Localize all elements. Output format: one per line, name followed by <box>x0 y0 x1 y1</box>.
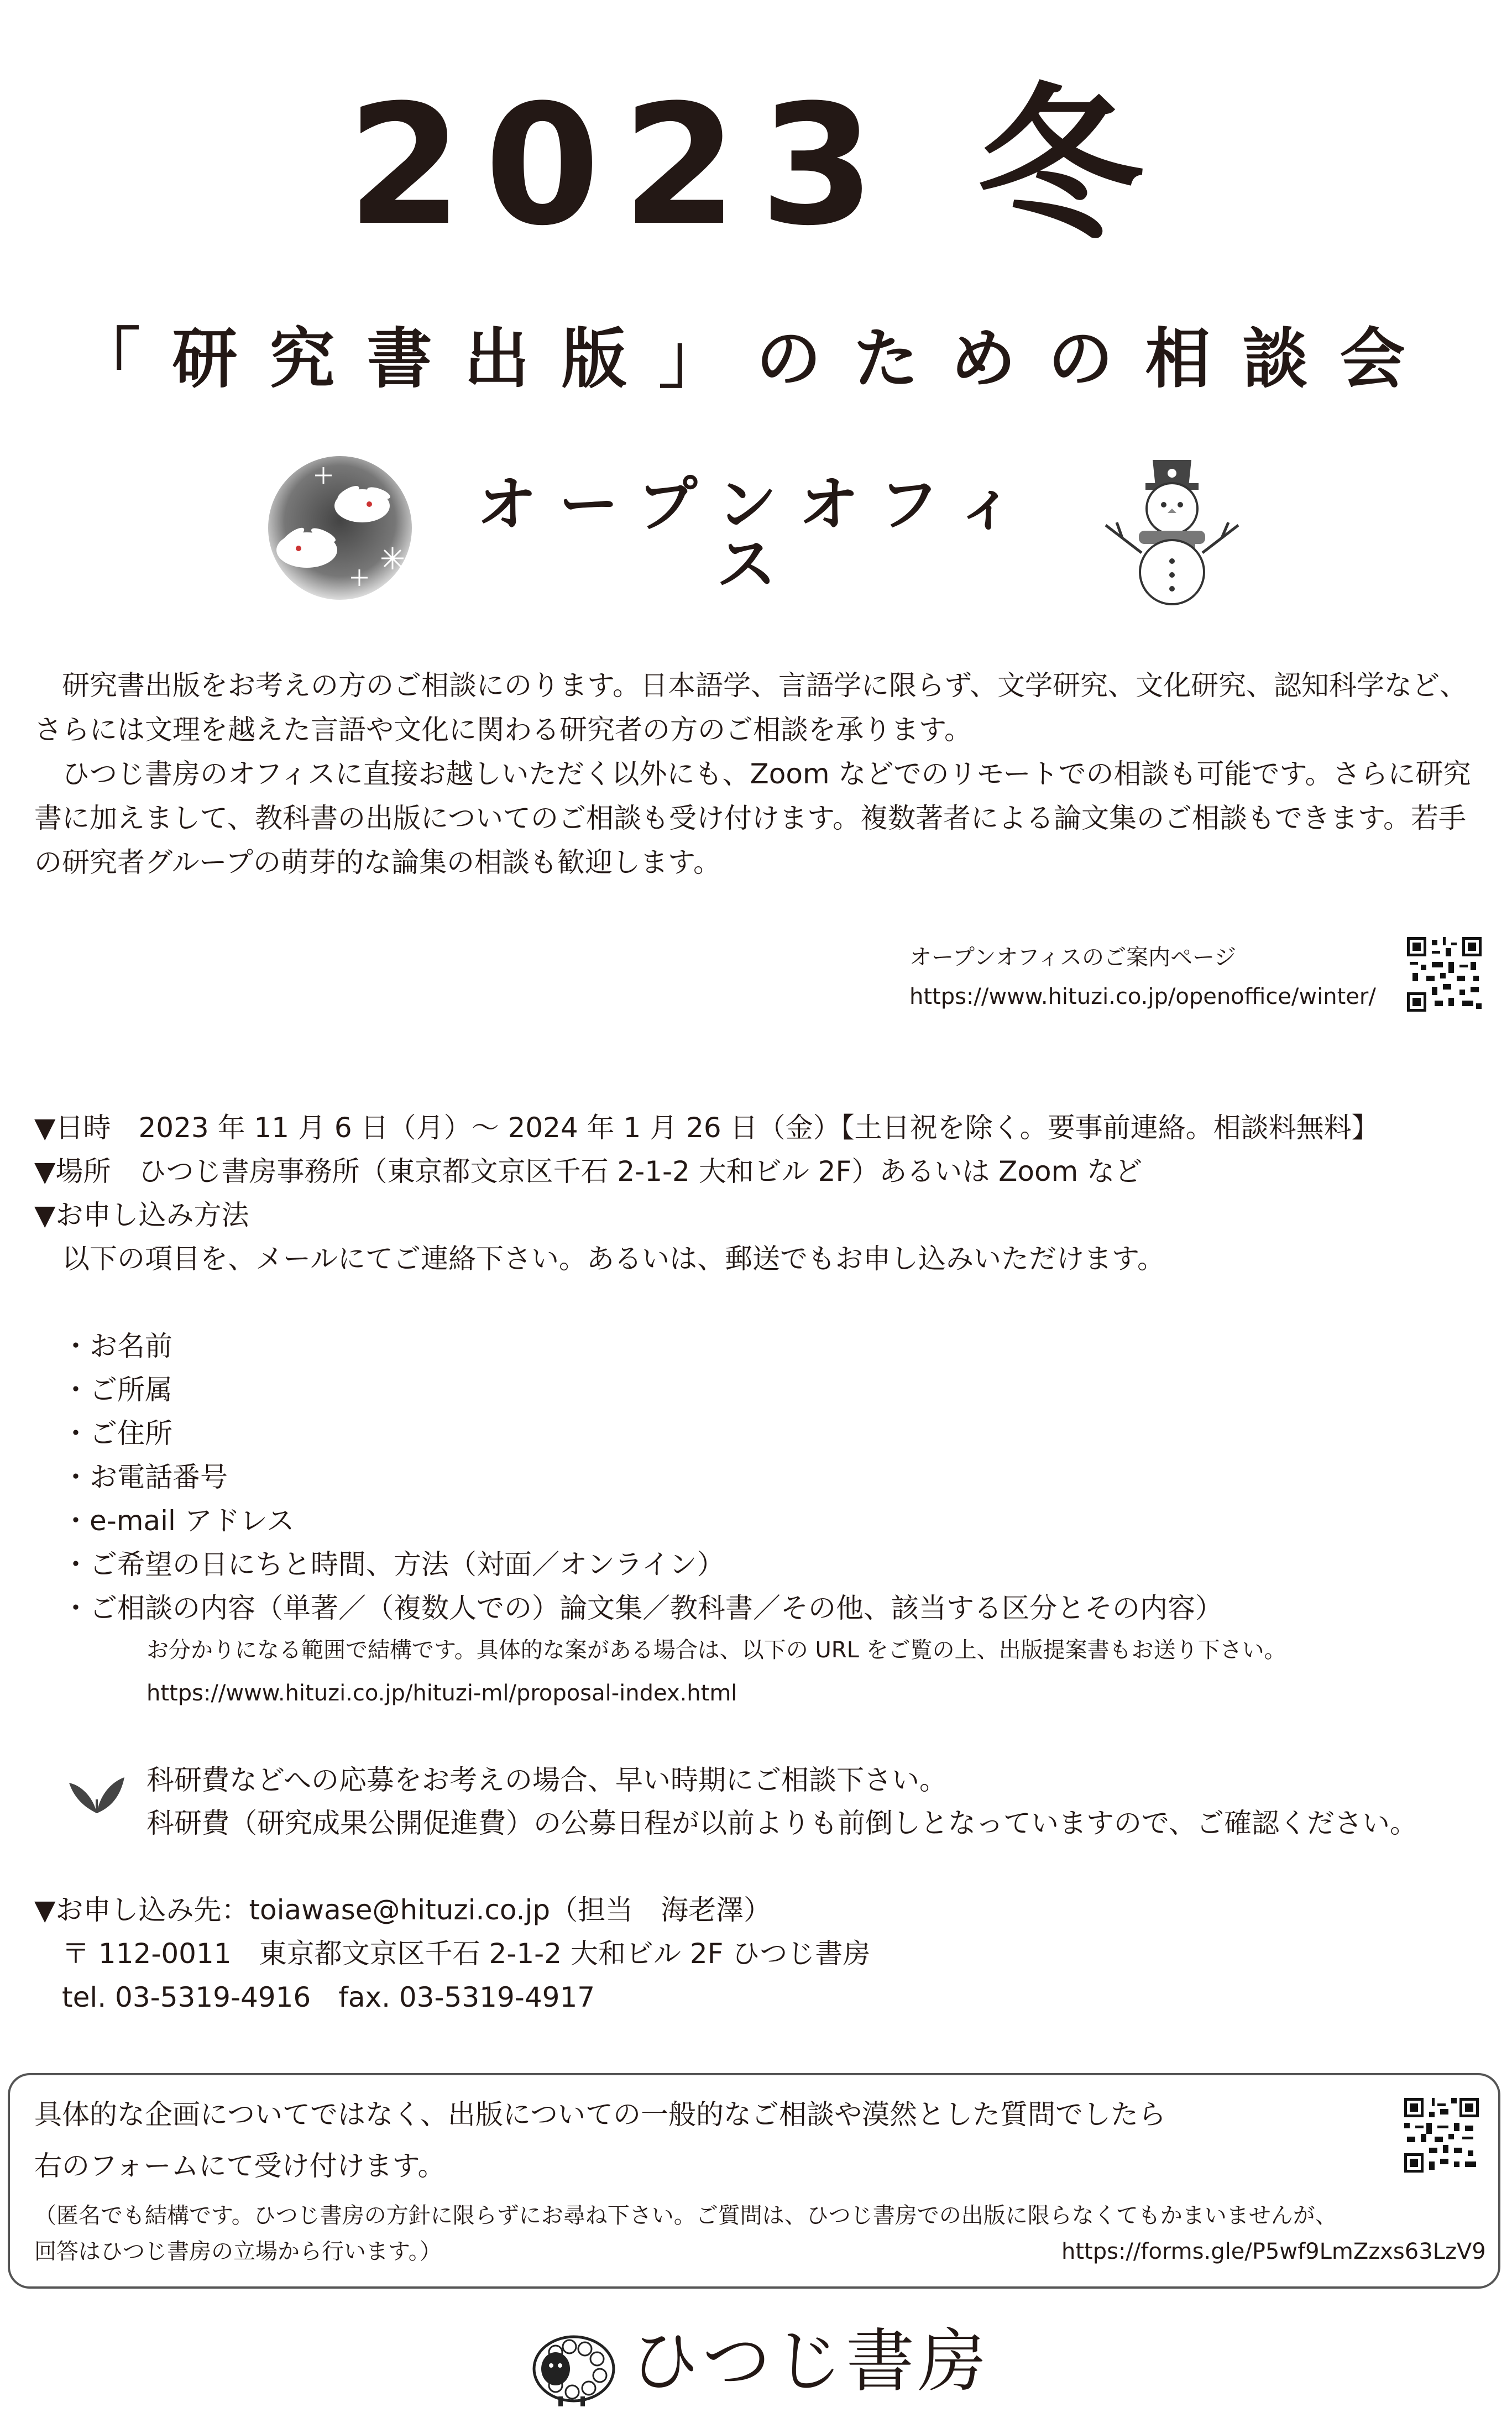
guide-url-link[interactable]: https://www.hituzi.co.jp/openoffice/winter/ <box>909 984 1376 1009</box>
intro-paragraph-2: ひつじ書房のオフィスに直接お越しいただく以外にも、Zoom などでのリモートでの相談も可能です。さらに研究書に加えまして、教科書の出版についてのご相談も受け付けます。複数著者による論文集のご相談もできます。若手の研究者グループの萌芽的な論集の相談も歓迎します。 <box>34 758 1471 878</box>
proposal-url-link[interactable]: https://www.hituzi.co.jp/hituzi-ml/proposal-index.html <box>147 1681 737 1706</box>
date-line: ▼日時 2023 年 11 月 6 日（月）～ 2024 年 1 月 26 日（金）【土日祝を除く。要事前連絡。相談料無料】 <box>34 1112 1379 1144</box>
rabbits-snow-icon <box>265 453 415 603</box>
method-text: 以下の項目を、メールにてご連絡下さい。あるいは、郵送でもお申し込みいただけます。 <box>34 1243 1165 1275</box>
list-item: ・お電話番号 <box>62 1461 228 1493</box>
guide-label: オープンオフィスのご案内ページ <box>909 945 1237 970</box>
form-note-1: （匿名でも結構です。ひつじ書房の方針に限らずにお尋ね下さい。ご質問は、ひつじ書房での出版に限らなくてもかまいませんが、 <box>34 2203 1337 2228</box>
publisher-name: ひつじ書房 <box>630 2322 990 2401</box>
leaf-icon <box>66 1766 127 1816</box>
kakenhi-line-2: 科研費（研究成果公開促進費）の公募日程が以前よりも前倒しとなっていますので、ご確認ください。 <box>147 1807 1417 1839</box>
contact-phone: tel. 03-5319-4916 fax. 03-5319-4917 <box>34 1981 595 2013</box>
form-text-1: 具体的な企画についてではなく、出版についての一般的なご相談や漠然とした質問でしたら <box>34 2098 1166 2131</box>
form-note-2: 回答はひつじ書房の立場から行います。） <box>34 2239 442 2264</box>
intro-paragraph-1: 研究書出版をお考えの方のご相談にのります。日本語学、言語学に限らず、文学研究、文化研究、認知科学など、さらには文理を越えた言語や文化に関わる研究者の方のご相談を承ります。 <box>34 669 1467 746</box>
form-text-2: 右のフォームにて受け付けます。 <box>34 2150 446 2182</box>
list-item: ・e-mail アドレス <box>62 1505 295 1537</box>
page-title: 2023 冬 <box>347 69 1165 262</box>
snowman-icon <box>1100 448 1244 608</box>
event-name: オープンオフィス <box>477 470 1038 599</box>
list-item: ・ご住所 <box>62 1417 172 1449</box>
qr-code-icon[interactable] <box>1404 2098 1479 2173</box>
kakenhi-line-1: 科研費などへの応募をお考えの場合、早い時期にご相談下さい。 <box>147 1764 947 1796</box>
proposal-note: お分かりになる範囲で結構です。具体的な案がある場合は、以下の URL をご覧の上、出版提案書もお送り下さい。 <box>147 1637 1286 1663</box>
list-item: ・お名前 <box>62 1330 172 1362</box>
qr-code-icon[interactable] <box>1407 937 1482 1012</box>
list-item: ・ご所属 <box>62 1374 172 1406</box>
subtitle: 「研究書出版」のための相談会 <box>75 321 1437 397</box>
method-heading: ▼お申し込み方法 <box>34 1199 249 1231</box>
sheep-logo-icon <box>525 2325 619 2407</box>
contact-email: ▼お申し込み先：toiawase@hituzi.co.jp（担当 海老澤） <box>34 1894 772 1926</box>
list-item: ・ご希望の日にちと時間、方法（対面／オンライン） <box>62 1548 725 1580</box>
list-item: ・ご相談の内容（単著／（複数人での）論文集／教科書／その他、該当する区分とその内容） <box>62 1592 1223 1624</box>
contact-address: 〒 112-0011 東京都文京区千石 2-1-2 大和ビル 2F ひつじ書房 <box>34 1938 871 1970</box>
place-line: ▼場所 ひつじ書房事務所（東京都文京区千石 2-1-2 大和ビル 2F）あるいは Zoom など <box>34 1155 1143 1187</box>
intro-text <box>34 663 1483 884</box>
form-url-link[interactable]: https://forms.gle/P5wf9LmZzxs63LzV9 <box>1061 2239 1486 2264</box>
